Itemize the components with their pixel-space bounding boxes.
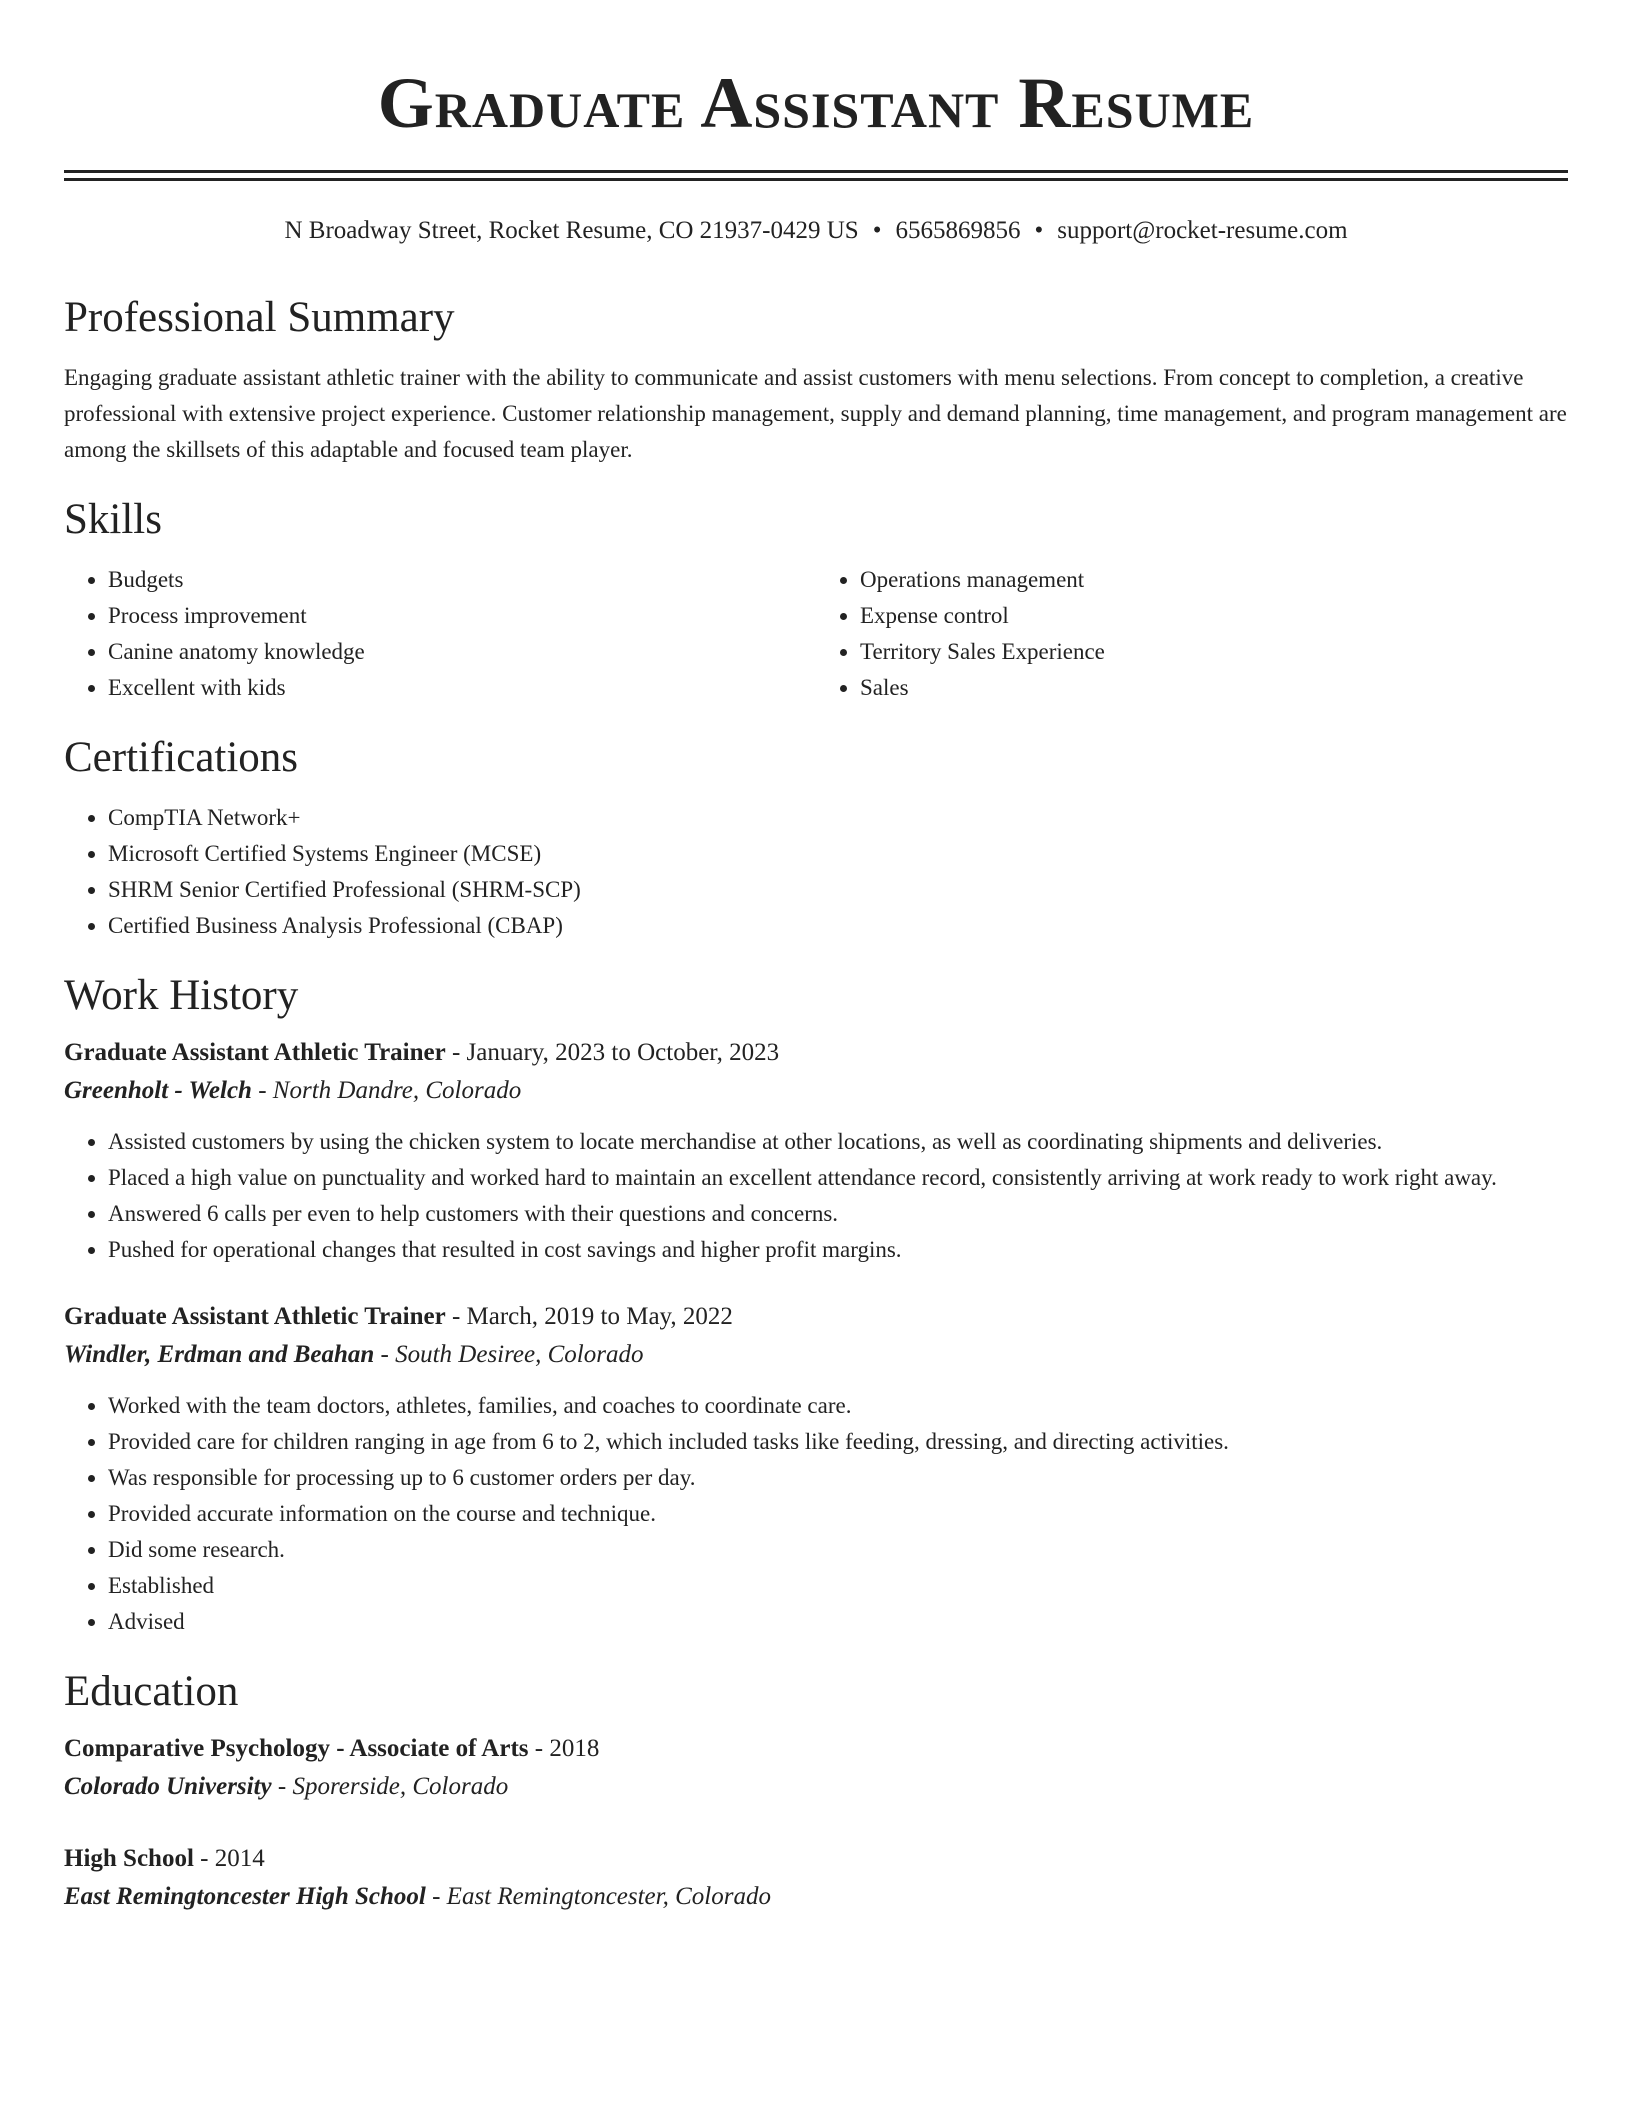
education-school: East Remingtoncester High School	[64, 1883, 426, 1910]
job-duty-item: • Advised	[108, 1604, 1568, 1640]
contact-line	[64, 214, 1568, 248]
job-entry	[64, 1298, 1568, 1640]
job-duty-item: • Placed a high value on punctuality and worked hard to maintain an excellent attendance record, consistently arriving at work ready to work right away.	[108, 1160, 1568, 1196]
job-duty-item: • Provided care for children ranging in age from 6 to 2, which included tasks like feeding, dressing, and directing activities.	[108, 1424, 1568, 1460]
contact-phone: 6565869856	[895, 217, 1021, 244]
job-duty-item: • Assisted customers by using the chicken system to locate merchandise at other locations, as well as coordinating shipments and deliveries.	[108, 1124, 1568, 1160]
job-duties-list	[64, 1124, 1568, 1268]
education-location: - East Remingtoncester, Colorado	[425, 1883, 771, 1910]
contact-separator: •	[872, 217, 882, 244]
skill-item: • Territory Sales Experience	[860, 634, 1568, 670]
education-school-line	[64, 1768, 1568, 1806]
job-dates: - January, 2023 to October, 2023	[445, 1039, 780, 1066]
certification-item: • Microsoft Certified Systems Engineer (MCSE)	[108, 836, 1568, 872]
job-dates: - March, 2019 to May, 2022	[445, 1303, 733, 1330]
contact-email: support@rocket-resume.com	[1057, 217, 1348, 244]
summary-text: Engaging graduate assistant athletic trainer with the ability to communicate and assist customers with menu selections. From concept to completion, a creative professional with extensive project experience. Customer relationship management, supply and demand planning, time management, and program management are among the skillsets of this adaptable and focused team player.	[64, 365, 1567, 462]
skill-item: • Operations management	[860, 562, 1568, 598]
skill-item: • Canine anatomy knowledge	[108, 634, 816, 670]
skills-list	[64, 562, 1568, 706]
job-company-line	[64, 1072, 1568, 1110]
job-title-line	[64, 1034, 1568, 1072]
skill-item: • Excellent with kids	[108, 670, 816, 706]
education-year: - 2018	[528, 1735, 600, 1762]
skills-column-right	[816, 562, 1568, 706]
certification-item: • CompTIA Network+	[108, 800, 1568, 836]
job-title-line	[64, 1298, 1568, 1336]
job-entry	[64, 1034, 1568, 1268]
skill-item: • Sales	[860, 670, 1568, 706]
skill-item: • Process improvement	[108, 598, 816, 634]
education-degree-line	[64, 1730, 1568, 1768]
job-duty-item: • Pushed for operational changes that resulted in cost savings and higher profit margins.	[108, 1232, 1568, 1268]
job-duty-item: • Provided accurate information on the course and technique.	[108, 1496, 1568, 1532]
job-duty-item: • Was responsible for processing up to 6 customer orders per day.	[108, 1460, 1568, 1496]
education-entry	[64, 1840, 1568, 1916]
job-duty-item: • Established	[108, 1568, 1568, 1604]
education-entry	[64, 1730, 1568, 1806]
title-double-rule	[64, 170, 1568, 181]
education-heading: Education	[64, 1668, 239, 1715]
education-school: Colorado University	[64, 1773, 272, 1800]
skill-item: • Expense control	[860, 598, 1568, 634]
contact-address: N Broadway Street, Rocket Resume, CO 21937-0429 US	[284, 217, 859, 244]
job-duty-item: • Answered 6 calls per even to help customers with their questions and concerns.	[108, 1196, 1568, 1232]
job-location: - North Dandre, Colorado	[251, 1077, 522, 1104]
job-location: - South Desiree, Colorado	[374, 1341, 644, 1368]
job-duty-item: • Did some research.	[108, 1532, 1568, 1568]
job-duties-list	[64, 1388, 1568, 1640]
certifications-heading: Certifications	[64, 734, 299, 781]
education-degree: High School	[64, 1845, 194, 1872]
job-title: Graduate Assistant Athletic Trainer	[64, 1039, 446, 1066]
job-duty-item: • Worked with the team doctors, athletes, families, and coaches to coordinate care.	[108, 1388, 1568, 1424]
job-company: Windler, Erdman and Beahan	[64, 1341, 375, 1368]
certification-item: • Certified Business Analysis Professional (CBAP)	[108, 908, 1568, 944]
skill-item: • Budgets	[108, 562, 816, 598]
certification-item: • SHRM Senior Certified Professional (SHRM-SCP)	[108, 872, 1568, 908]
education-year: - 2014	[193, 1845, 265, 1872]
resume-title: Graduate Assistant Resume	[377, 63, 1255, 143]
work-history-heading: Work History	[64, 972, 299, 1019]
certifications-list	[64, 800, 1568, 944]
job-company: Greenholt - Welch	[64, 1077, 252, 1104]
education-degree-line	[64, 1840, 1568, 1878]
contact-separator: •	[1034, 217, 1044, 244]
summary-heading: Professional Summary	[64, 294, 455, 341]
skills-column-left	[64, 562, 816, 706]
job-title: Graduate Assistant Athletic Trainer	[64, 1303, 446, 1330]
education-location: - Sporerside, Colorado	[271, 1773, 509, 1800]
education-degree: Comparative Psychology - Associate of Arts	[64, 1735, 529, 1762]
skills-heading: Skills	[64, 496, 162, 543]
job-company-line	[64, 1336, 1568, 1374]
education-school-line	[64, 1878, 1568, 1916]
